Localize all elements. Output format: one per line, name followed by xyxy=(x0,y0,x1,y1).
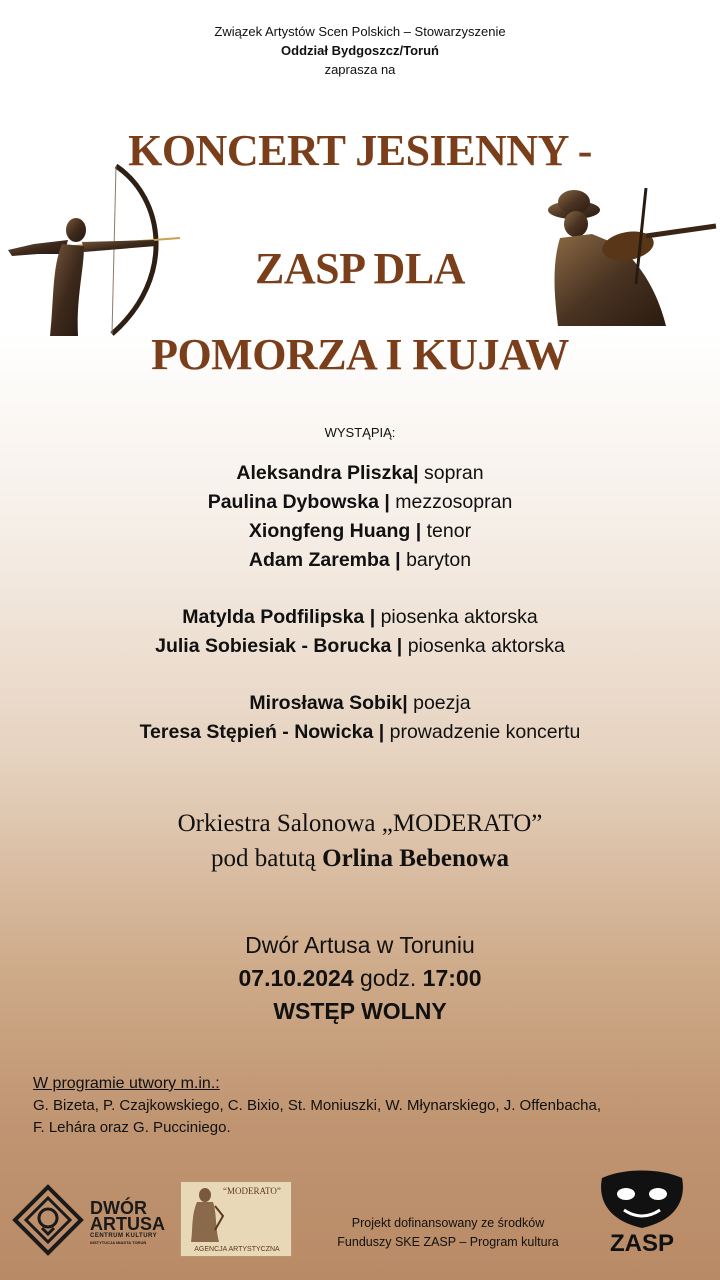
muse-figure-icon xyxy=(185,1186,225,1242)
organizer-header xyxy=(0,22,720,79)
program-line-2: F. Lehára oraz G. Pucciniego. xyxy=(33,1119,231,1136)
logo-zasp-text: ZASP xyxy=(609,1230,674,1257)
performer-row: Teresa Stępień - Nowicka | prowadzenie koncertu xyxy=(139,721,581,743)
logo-moderato-top: “MODERATO” xyxy=(223,1186,281,1196)
title-line-3: POMORZA I KUJAW xyxy=(151,330,569,379)
orchestra-name: Orkiestra Salonowa „MODERATO” xyxy=(177,810,543,837)
conductor-line: pod batutą Orlina Bebenowa xyxy=(211,845,509,872)
logo-dwor-line1: DWÓR xyxy=(90,1198,147,1218)
performer-row: Xiongfeng Huang | tenor xyxy=(248,520,472,542)
dwor-artusa-logo xyxy=(12,1184,172,1256)
performers-group-singers xyxy=(0,459,720,575)
entry-free: WSTĘP WOLNY xyxy=(273,998,447,1024)
zasp-logo xyxy=(594,1168,690,1260)
performer-row: Matylda Podfilipska | piosenka aktorska xyxy=(182,606,538,628)
conductor-name: Orlina Bebenowa xyxy=(322,845,509,872)
program-info xyxy=(33,1073,693,1139)
performer-row: Julia Sobiesiak - Borucka | piosenka aktorska xyxy=(155,635,565,657)
funding-info xyxy=(288,1214,608,1252)
logo-dwor-sub2: INSTYTUCJA MIASTA TORUŃ xyxy=(90,1240,147,1245)
performers-group-poetry xyxy=(0,689,720,747)
logo-moderato-bottom: AGENCJA ARTYSTYCZNA xyxy=(194,1246,280,1253)
program-line-1: G. Bizeta, P. Czajkowskiego, C. Bixio, St. Moniuszki, W. Młynarskiego, J. Offenbacha, xyxy=(33,1097,602,1114)
performers-heading: WYSTĄPIĄ: xyxy=(324,425,396,440)
venue-datetime: 07.10.2024 godz. 17:00 xyxy=(238,965,482,991)
performer-row: Adam Zaremba | baryton xyxy=(248,549,472,571)
funding-line-1: Projekt dofinansowany ze środków xyxy=(351,1216,545,1230)
funding-line-2: Funduszy SKE ZASP – Program kultura xyxy=(337,1235,559,1249)
venue-info xyxy=(0,929,720,1028)
logo-dwor-sub: CENTRUM KULTURY xyxy=(90,1233,158,1239)
performers-group-actors xyxy=(0,603,720,661)
title-line-2: ZASP DLA xyxy=(255,244,465,293)
branch-name: Oddział Bydgoszcz/Toruń xyxy=(281,43,439,58)
logo-dwor-line2: ARTUSA xyxy=(90,1214,165,1234)
performer-row: Mirosława Sobik| poezja xyxy=(249,692,471,714)
performer-row: Aleksandra Pliszka| sopran xyxy=(236,462,484,484)
orchestra-info xyxy=(0,806,720,876)
invites-text: zaprasza na xyxy=(324,62,396,77)
organization-name: Związek Artystów Scen Polskich – Stowarzyszenie xyxy=(214,24,506,39)
performer-row: Paulina Dybowska | mezzosopran xyxy=(207,491,513,513)
lion-icon xyxy=(12,1184,84,1256)
moderato-agency-logo xyxy=(180,1181,292,1257)
program-heading: W programie utwory m.in.: xyxy=(33,1075,220,1092)
theatre-masks-icon xyxy=(594,1168,690,1230)
title-line-1: KONCERT JESIENNY - xyxy=(128,126,592,175)
venue-place: Dwór Artusa w Toruniu xyxy=(245,932,475,958)
